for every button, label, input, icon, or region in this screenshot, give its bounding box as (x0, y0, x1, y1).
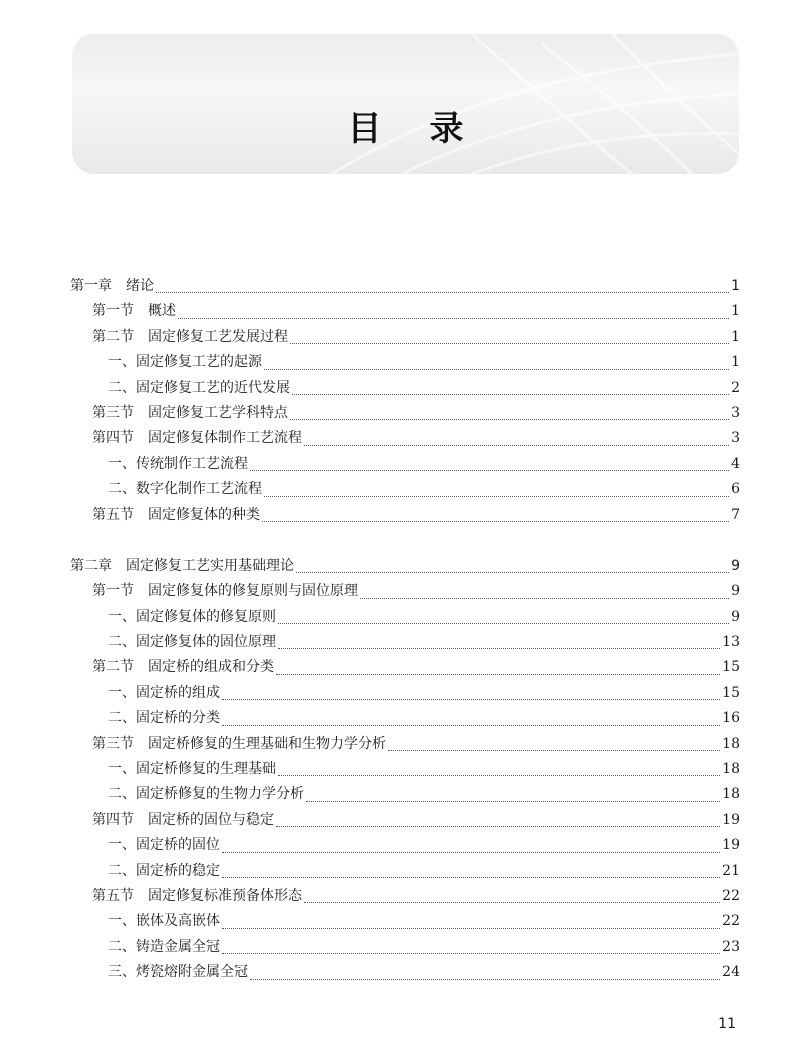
toc-entry-page: 16 (722, 710, 740, 727)
toc-item-entry[interactable] (70, 910, 740, 935)
toc-entry-page: 7 (731, 506, 740, 523)
toc-entry-title: 二、固定修复体的固位原理 (108, 634, 276, 651)
dot-leader (264, 369, 729, 370)
dot-leader (222, 877, 720, 878)
dot-leader (304, 902, 720, 903)
dot-leader (264, 496, 729, 497)
toc-entry-page: 23 (722, 938, 740, 955)
toc-entry-title: 二、固定修复工艺的近代发展 (108, 379, 290, 396)
dot-leader (292, 394, 729, 395)
toc-entry-page: 18 (722, 786, 740, 803)
toc-section-entry[interactable] (70, 300, 740, 325)
toc-entry-page: 24 (722, 964, 740, 981)
toc-item-entry[interactable] (70, 834, 740, 859)
dot-leader (278, 623, 729, 624)
toc-entry-title: 一、嵌体及高嵌体 (108, 913, 220, 930)
toc-group (70, 275, 740, 529)
toc-item-entry[interactable] (70, 707, 740, 732)
toc-entry-page: 22 (722, 887, 740, 904)
page-title: 目录 (347, 109, 512, 149)
dot-leader (278, 648, 720, 649)
dot-leader (278, 775, 720, 776)
toc-entry-title: 一、固定桥的组成 (108, 684, 220, 701)
dot-leader (276, 826, 720, 827)
toc-entry-title: 一、固定修复体的修复原则 (108, 608, 276, 625)
dot-leader (388, 750, 720, 751)
toc-entry-title: 二、铸造金属全冠 (108, 938, 220, 955)
toc-item-entry[interactable] (70, 351, 740, 376)
banner-pattern (72, 34, 739, 174)
dot-leader (306, 801, 720, 802)
toc-entry-page: 18 (722, 735, 740, 752)
toc-item-entry[interactable] (70, 478, 740, 503)
toc-entry-page: 13 (722, 634, 740, 651)
toc-entry-title: 二、固定桥修复的生物力学分析 (108, 786, 304, 803)
toc-entry-title: 第一节 固定修复体的修复原则与固位原理 (92, 583, 358, 600)
toc-entry-page: 2 (731, 379, 740, 396)
toc-section-entry[interactable] (70, 427, 740, 452)
dot-leader (222, 852, 720, 853)
toc-item-entry[interactable] (70, 860, 740, 885)
dot-leader (250, 979, 720, 980)
toc-item-entry[interactable] (70, 682, 740, 707)
table-of-contents (70, 275, 740, 987)
toc-entry-title: 一、固定桥的固位 (108, 837, 220, 854)
dot-leader (360, 598, 729, 599)
page-number: 11 (718, 1016, 736, 1032)
toc-entry-title: 第三节 固定桥修复的生理基础和生物力学分析 (92, 735, 386, 752)
toc-entry-title: 一、固定修复工艺的起源 (108, 354, 262, 371)
toc-entry-title: 第二章 固定修复工艺实用基础理论 (70, 557, 294, 574)
toc-item-entry[interactable] (70, 453, 740, 478)
toc-item-entry[interactable] (70, 606, 740, 631)
toc-entry-title: 二、数字化制作工艺流程 (108, 481, 262, 498)
dot-leader (276, 674, 720, 675)
toc-entry-page: 19 (722, 811, 740, 828)
toc-entry-title: 一、传统制作工艺流程 (108, 455, 248, 472)
toc-entry-page: 1 (731, 328, 740, 345)
toc-entry-title: 第一节 概述 (92, 303, 176, 320)
dot-leader (222, 953, 720, 954)
toc-entry-title: 第四节 固定桥的固位与稳定 (92, 811, 274, 828)
toc-entry-page: 3 (731, 430, 740, 447)
dot-leader (222, 725, 720, 726)
toc-entry-title: 第二节 固定修复工艺发展过程 (92, 328, 288, 345)
toc-entry-page: 1 (731, 303, 740, 320)
toc-chapter-entry[interactable] (70, 275, 740, 300)
toc-section-entry[interactable] (70, 580, 740, 605)
toc-section-entry[interactable] (70, 809, 740, 834)
toc-section-entry[interactable] (70, 885, 740, 910)
toc-entry-page: 9 (731, 608, 740, 625)
dot-leader (178, 318, 729, 319)
toc-item-entry[interactable] (70, 758, 740, 783)
toc-item-entry[interactable] (70, 631, 740, 656)
toc-section-entry[interactable] (70, 504, 740, 529)
toc-entry-title: 第五节 固定修复体的种类 (92, 506, 260, 523)
toc-section-entry[interactable] (70, 656, 740, 681)
toc-section-entry[interactable] (70, 326, 740, 351)
toc-entry-page: 9 (731, 583, 740, 600)
toc-chapter-entry[interactable] (70, 555, 740, 580)
toc-section-entry[interactable] (70, 402, 740, 427)
dot-leader (290, 343, 729, 344)
toc-entry-page: 19 (722, 837, 740, 854)
toc-entry-title: 三、烤瓷熔附金属全冠 (108, 964, 248, 981)
title-banner (72, 34, 739, 174)
toc-item-entry[interactable] (70, 936, 740, 961)
toc-entry-page: 9 (731, 557, 740, 574)
toc-entry-page: 3 (731, 404, 740, 421)
dot-leader (156, 292, 729, 293)
dot-leader (222, 928, 720, 929)
dot-leader (250, 470, 729, 471)
dot-leader (290, 419, 729, 420)
toc-item-entry[interactable] (70, 377, 740, 402)
toc-entry-page: 6 (731, 481, 740, 498)
toc-entry-page: 1 (731, 354, 740, 371)
toc-entry-title: 第五节 固定修复标准预备体形态 (92, 887, 302, 904)
toc-entry-title: 第一章 绪论 (70, 278, 154, 294)
toc-entry-page: 4 (731, 455, 740, 472)
toc-entry-title: 第四节 固定修复体制作工艺流程 (92, 430, 302, 447)
toc-entry-page: 1 (731, 278, 740, 294)
toc-item-entry[interactable] (70, 783, 740, 808)
toc-entry-page: 18 (722, 761, 740, 778)
toc-entry-title: 一、固定桥修复的生理基础 (108, 761, 276, 778)
dot-leader (304, 445, 729, 446)
dot-leader (262, 521, 729, 522)
dot-leader (296, 572, 729, 573)
toc-entry-page: 21 (722, 862, 740, 879)
dot-leader (222, 699, 720, 700)
toc-entry-title: 第三节 固定修复工艺学科特点 (92, 404, 288, 421)
toc-entry-title: 二、固定桥的稳定 (108, 862, 220, 879)
toc-section-entry[interactable] (70, 733, 740, 758)
toc-item-entry[interactable] (70, 961, 740, 986)
toc-entry-title: 第二节 固定桥的组成和分类 (92, 659, 274, 676)
toc-entry-title: 二、固定桥的分类 (108, 710, 220, 727)
toc-entry-page: 15 (722, 684, 740, 701)
toc-entry-page: 22 (722, 913, 740, 930)
toc-group (70, 555, 740, 987)
toc-entry-page: 15 (722, 659, 740, 676)
